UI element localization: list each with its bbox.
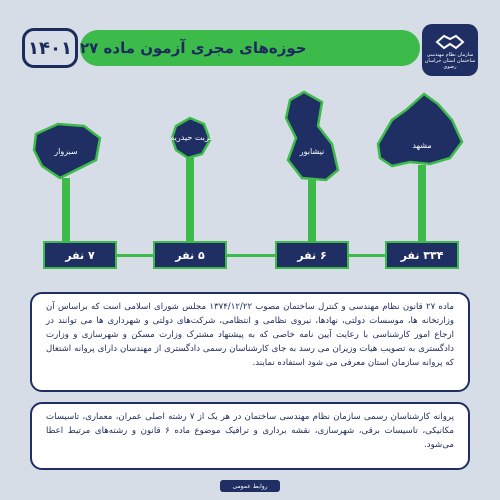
description-card-1: [30, 292, 470, 392]
region-label-neyshabur: نیشابور: [299, 147, 325, 156]
count-neyshabur: ۶ نفر: [297, 248, 327, 262]
mashhad-pole: [418, 165, 426, 243]
handshake-icon: [435, 30, 465, 52]
mashhad-map-shape: [378, 94, 462, 166]
neyshabur-map-shape: [286, 92, 338, 180]
count-torbat-heydarieh: ۵ نفر: [175, 248, 205, 262]
year-text: ۱۴۰۱: [28, 37, 72, 59]
count-box-torbat-heydarieh: [153, 241, 227, 269]
footer-brand-text: روابط عمومی: [232, 482, 268, 490]
count-sabzevar: ۷ نفر: [65, 248, 95, 262]
logo-caption: سازمان نظام مهندسی ساختمان استان خراسان رضوی: [424, 52, 476, 70]
description-text-2: پروانه کارشناسان رسمی سازمان نظام مهندسی ساختمان در هر یک از ۷ رشته اصلی عمران، معماری، تاسیسات مکانیکی، تاسیسات برقی، شهرسازی، نقشه برداری و ترافیک موضوع ماده ۶ قانون و رشته‌های مرتبط اعطا می‌شود.: [46, 412, 454, 450]
region-label-mashhad: مشهد: [412, 141, 432, 150]
count-box-neyshabur: [275, 241, 349, 269]
region-label-sabzevar: سبزوار: [54, 147, 78, 156]
sabzevar-pole: [62, 178, 70, 243]
region-label-torbat-heydarieh: تربت حیدریه: [170, 133, 212, 142]
year-badge: [22, 28, 78, 68]
neyshabur-pole: [308, 180, 316, 243]
description-text-1: ماده ۲۷ قانون نظام مهندسی و کنترل ساختمان مصوب ۱۳۷۴/۱۲/۲۲ مجلس شورای اسلامی است که براساس آن وزارتخانه ها، موسسات دولتی، نهادها، نیروی نظامی و انتظامی، شرکت‌های دولتی و شهرداری ها می توانند در ارجاع امور کارشناسی با رعایت آیین نامه خاصی که به پیشنهاد مشترک وزارت مسکن و شهرسازی و وزارت دادگستری به تصویب هیات وزیران می رسد به جای کارشناسان رسمی دادگستری از مهندسان دارای پروانه اشتغال که پروانه سازمان استان معرفی می شود استفاده نمایند.: [46, 302, 454, 368]
torbat-heydarieh-pole: [186, 158, 194, 243]
page-title: حوزه‌های مجری آزمون ماده ۲۷: [80, 39, 307, 57]
organization-logo: [422, 24, 478, 76]
count-box-mashhad: [385, 241, 459, 269]
count-mashhad: ۳۳۴ نفر: [400, 248, 444, 262]
footer-brand: [220, 480, 280, 492]
page-title-bar: [80, 30, 420, 66]
count-box-sabzevar: [43, 241, 117, 269]
description-card-2: [30, 402, 470, 470]
